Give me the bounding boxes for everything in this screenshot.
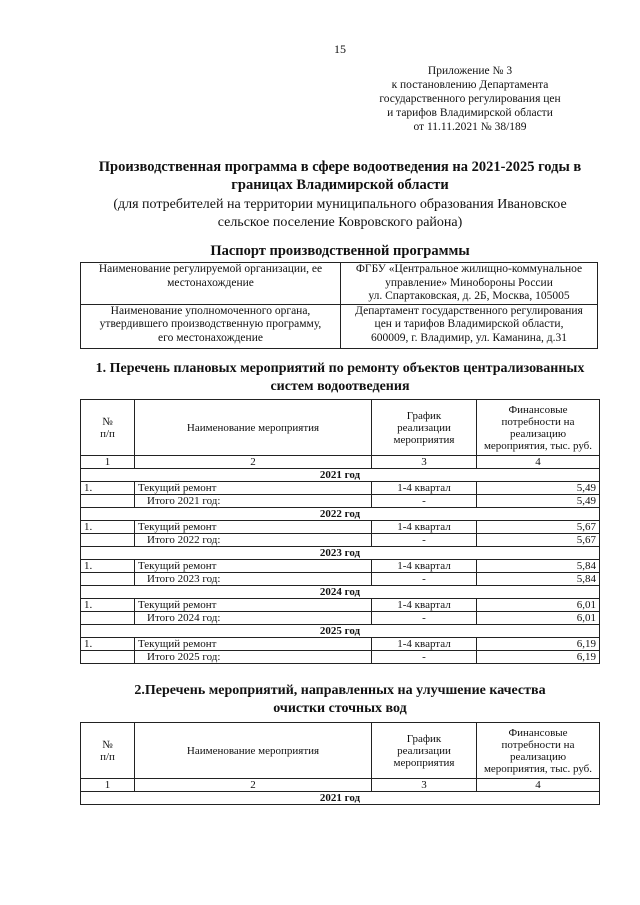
text-line: Департамент государственного регулирования [355,304,583,317]
column-number: 1 [81,779,135,792]
passport-label [81,263,341,305]
year-row [81,469,600,482]
title-line: 1. Перечень плановых мероприятий по ремонту объектов централизованных [95,361,585,376]
table-header-row [81,723,600,779]
text-line: потребности на [501,738,575,751]
text-line: п/п [100,427,115,440]
year-row [81,792,600,805]
total-schedule: - [372,495,477,508]
total-amount: 6,19 [477,651,600,664]
activity-schedule: 1-4 квартал [372,599,477,612]
activity-name: Текущий ремонт [135,638,372,651]
header-cell-schedule [372,400,477,456]
total-label: Итого 2024 год: [135,612,372,625]
title-line: систем водоотведения [270,379,410,394]
table-row [81,482,600,495]
empty-cell [81,612,135,625]
total-row [81,612,600,625]
section1-title [80,360,600,396]
total-label: Итого 2022 год: [135,534,372,547]
total-amount: 5,49 [477,495,600,508]
header-cell-number [81,723,135,779]
total-row [81,573,600,586]
activity-name: Текущий ремонт [135,599,372,612]
year-label: 2025 год [81,625,600,638]
row-number: 1. [81,482,135,495]
activity-schedule: 1-4 квартал [372,482,477,495]
empty-cell [81,651,135,664]
total-schedule: - [372,612,477,625]
text-line: реализацию [509,750,567,763]
text-line: управление» Минобороны России [385,276,553,289]
appendix-block [360,64,580,134]
text-line: № [102,415,113,428]
passport-table [80,262,598,349]
activity-amount: 5,67 [477,521,600,534]
total-label: Итого 2021 год: [135,495,372,508]
text-line: мероприятия [393,433,455,446]
total-label: Итого 2023 год: [135,573,372,586]
activity-amount: 5,49 [477,482,600,495]
activity-name: Текущий ремонт [135,521,372,534]
column-number: 1 [81,456,135,469]
text-line: Финансовые [508,403,568,416]
text-line: реализации [397,421,451,434]
title-line: очистки сточных вод [273,701,407,716]
activity-name: Текущий ремонт [135,560,372,573]
header-cell-name: Наименование мероприятия [135,723,372,779]
text-line: Наименование уполномоченного органа, [110,304,311,317]
column-number: 3 [372,456,477,469]
total-schedule: - [372,534,477,547]
text-line: местонахождение [167,276,254,289]
table-header-row [81,400,600,456]
year-label: 2021 год [81,792,600,805]
document-subtitle [95,196,585,232]
total-amount: 6,01 [477,612,600,625]
total-row [81,534,600,547]
table-row [81,638,600,651]
column-number: 4 [477,456,600,469]
total-amount: 5,84 [477,573,600,586]
row-number: 1. [81,521,135,534]
row-number: 1. [81,560,135,573]
text-line: реализацию [509,427,567,440]
column-number-row [81,456,600,469]
subtitle-line: (для потребителей на территории муниципального образования Ивановское [113,197,567,212]
column-number: 3 [372,779,477,792]
document-title [95,158,585,194]
activity-schedule: 1-4 квартал [372,521,477,534]
total-schedule: - [372,573,477,586]
passport-title: Паспорт производственной программы [210,243,470,259]
header-cell-schedule [372,723,477,779]
row-number: 1. [81,599,135,612]
row-number: 1. [81,638,135,651]
text-line: мероприятия, тыс. руб. [483,762,593,775]
text-line: Финансовые [508,726,568,739]
passport-row [81,263,598,305]
activity-amount: 6,01 [477,599,600,612]
text-line: ФГБУ «Центральное жилищно-коммунальное [355,263,583,275]
activity-amount: 6,19 [477,638,600,651]
text-line: утвердившего производственную программу, [99,318,322,330]
title-line: 2.Перечень мероприятий, направленных на улучшение качества [134,683,546,698]
activity-schedule: 1-4 квартал [372,560,477,573]
empty-cell [81,573,135,586]
column-number: 2 [135,779,372,792]
table-row [81,599,600,612]
year-row [81,625,600,638]
total-row [81,495,600,508]
activity-amount: 5,84 [477,560,600,573]
year-label: 2021 год [81,469,600,482]
passport-label [81,304,341,348]
subtitle-line: сельское поселение Ковровского района) [217,215,463,230]
table-row [81,521,600,534]
year-row [81,508,600,521]
text-line: № [102,738,113,751]
text-line: График [406,732,442,745]
total-amount: 5,67 [477,534,600,547]
repair-table [80,399,600,664]
year-label: 2022 год [81,508,600,521]
appendix-line: к постановлению Департамента [391,79,549,91]
header-cell-finance [477,400,600,456]
table-row [81,560,600,573]
column-number: 2 [135,456,372,469]
column-number: 4 [477,779,600,792]
passport-row [81,304,598,348]
total-label: Итого 2025 год: [135,651,372,664]
text-line: ул. Спартаковская, д. 2Б, Москва, 105005 [368,290,570,302]
header-cell-finance [477,723,600,779]
text-line: п/п [100,750,115,763]
appendix-line: от 11.11.2021 № 38/189 [413,121,527,133]
section2-title [80,682,600,718]
text-line: мероприятия, тыс. руб. [483,439,593,452]
title-line: Производственная программа в сфере водоотведения на 2021-2025 годы в [98,159,582,175]
text-line: реализации [397,744,451,757]
passport-value [341,304,598,348]
header-cell-name: Наименование мероприятия [135,400,372,456]
activity-schedule: 1-4 квартал [372,638,477,651]
activity-name: Текущий ремонт [135,482,372,495]
text-line: цен и тарифов Владимирской области, [374,318,564,330]
year-row [81,586,600,599]
total-schedule: - [372,651,477,664]
empty-cell [81,495,135,508]
empty-cell [81,534,135,547]
appendix-line: Приложение № 3 [427,65,513,77]
title-line: границах Владимирской области [231,177,449,193]
text-line: График [406,409,442,422]
text-line: потребности на [501,415,575,428]
appendix-line: и тарифов Владимирской области [387,107,553,119]
text-line: 600009, г. Владимир, ул. Каманина, д.31 [370,331,568,344]
year-row [81,547,600,560]
passport-value [341,263,598,305]
text-line: его местонахождение [158,331,263,344]
year-label: 2023 год [81,547,600,560]
appendix-line: государственного регулирования цен [379,93,561,105]
text-line: Наименование регулируемой организации, ее [98,263,323,275]
column-number-row [81,779,600,792]
total-row [81,651,600,664]
text-line: мероприятия [393,756,455,769]
header-cell-number [81,400,135,456]
year-label: 2024 год [81,586,600,599]
page-number: 15 [334,42,346,56]
quality-table [80,722,600,805]
